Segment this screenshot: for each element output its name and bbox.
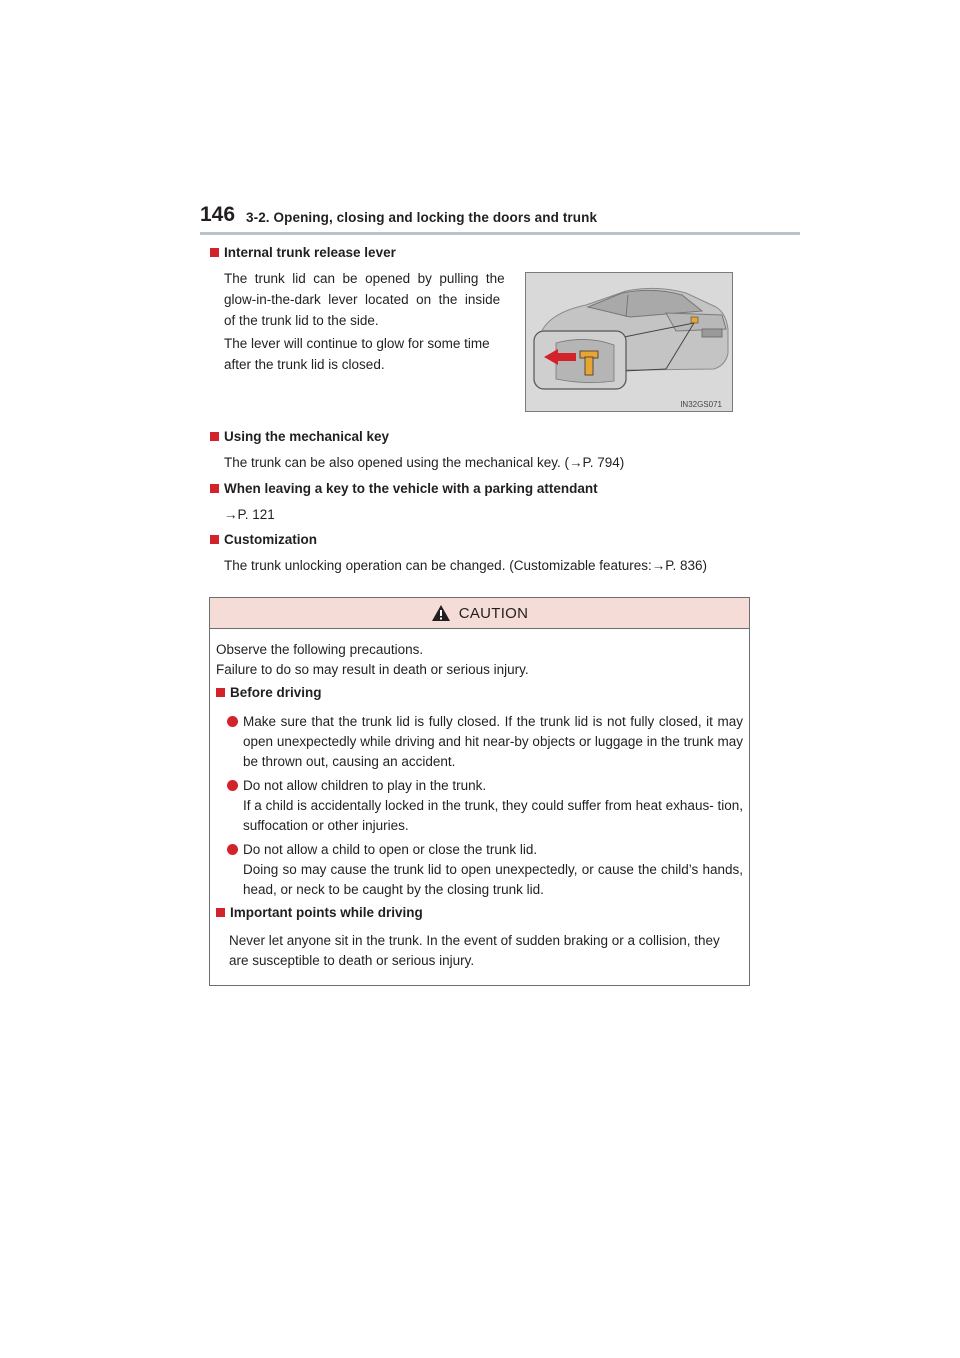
heading-parking-attendant: When leaving a key to the vehicle with a parking attendant bbox=[210, 481, 598, 496]
red-square-bullet-icon bbox=[210, 248, 219, 257]
bullet-children-play: Do not allow children to play in the trunk. If a child is accidentally locked in the trunk, they could suffer from heat exhaus- tion, suffocation or other injuries. bbox=[227, 776, 743, 836]
figure-code: IN32GS071 bbox=[680, 400, 722, 409]
red-dot-bullet-icon bbox=[227, 844, 238, 855]
caution-intro-1: Observe the following precautions. bbox=[216, 642, 424, 657]
warning-triangle-icon bbox=[431, 604, 451, 622]
customization-text: The trunk unlocking operation can be changed. (Customizable features:→P. 836) bbox=[224, 558, 708, 573]
red-square-bullet-icon bbox=[210, 484, 219, 493]
red-square-bullet-icon bbox=[216, 688, 225, 697]
chapter-title: 3-2. Opening, closing and locking the doors and trunk bbox=[246, 210, 598, 225]
caution-intro-2: Failure to do so may result in death or serious injury. bbox=[216, 662, 529, 677]
page-header bbox=[0, 0, 960, 240]
car-rear-illustration bbox=[526, 273, 732, 411]
caution-box bbox=[209, 597, 750, 986]
heading-customization: Customization bbox=[210, 532, 317, 547]
heading-internal-trunk-release: Internal trunk release lever bbox=[210, 245, 396, 260]
caution-title: CAUTION bbox=[458, 604, 529, 622]
bullet-child-open-close: Do not allow a child to open or close the trunk lid. Doing so may cause the trunk lid to open unexpectedly, or cause the child’s hands, head, or neck to be caught by the closing trunk lid. bbox=[227, 840, 743, 900]
caution-header bbox=[210, 598, 749, 629]
red-dot-bullet-icon bbox=[227, 780, 238, 791]
internal-release-para1: The trunk lid can be opened by pulling the glow-in-the-dark lever located on the inside of the trunk lid to the side. bbox=[224, 271, 505, 328]
parking-attendant-ref: →P. 121 bbox=[224, 507, 275, 522]
mechanical-key-text: The trunk can be also opened using the mechanical key. (→P. 794) bbox=[224, 455, 625, 470]
red-square-bullet-icon bbox=[210, 535, 219, 544]
internal-release-para2: The lever will continue to glow for some time after the trunk lid is closed. bbox=[224, 336, 490, 372]
trunk-release-figure bbox=[525, 272, 733, 412]
page-number: 146 bbox=[200, 203, 236, 226]
header-rule bbox=[200, 232, 800, 235]
red-dot-bullet-icon bbox=[227, 716, 238, 727]
red-square-bullet-icon bbox=[210, 432, 219, 441]
heading-important-points: Important points while driving bbox=[216, 905, 423, 920]
heading-mechanical-key: Using the mechanical key bbox=[210, 429, 389, 444]
heading-before-driving: Before driving bbox=[216, 685, 322, 700]
bullet-trunk-closed: Make sure that the trunk lid is fully closed. If the trunk lid is not fully closed, it may open unexpectedly while driving and hit near-by objects or luggage in the trunk may be thrown out, causing an accident. bbox=[227, 712, 743, 772]
red-square-bullet-icon bbox=[216, 908, 225, 917]
important-points-text: Never let anyone sit in the trunk. In the event of sudden braking or a collision, they are susceptible to death or serious injury. bbox=[229, 933, 720, 968]
